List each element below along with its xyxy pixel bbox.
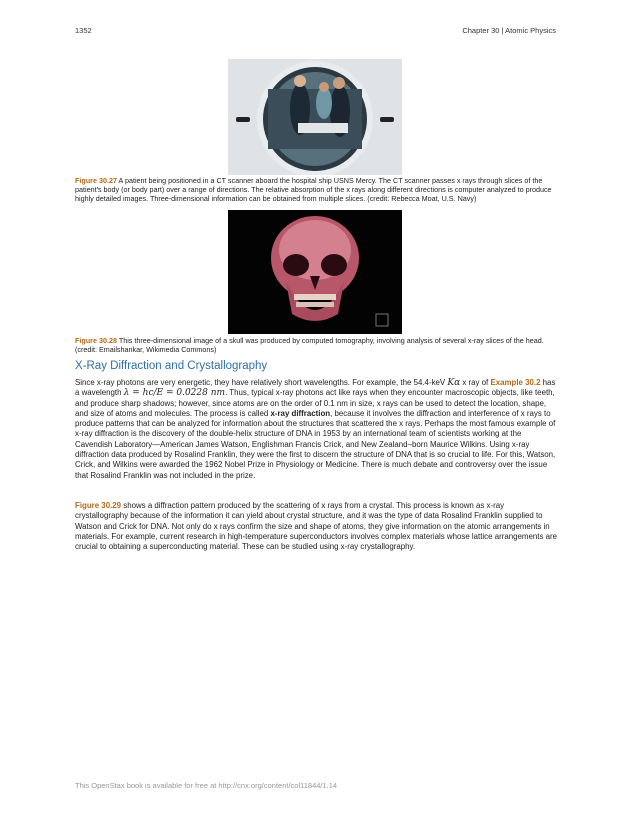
page-number: 1352 [75,26,92,35]
figure-label: Figure 30.27 [75,176,117,185]
text-run: shows a diffraction pattern produced by the scattering of x rays from a crystal. This process is known as x-ray crystallography because of the information it can yield about crystal structure, and it was the type of data Rosalind Franklin supplied to Watson and Crick for DNA. Not only do x rays confirm the size and shape of atoms, they give information on the atomic arrangements in materials. For example, current research in high-temperature superconductors involves complex materials whose lattice arrangements are crucial to obtaining a superconducting material. These can be studied using x-ray crystallography. [75,501,557,552]
figure-caption-28 [75,336,555,354]
figure-link[interactable]: Figure 30.29 [75,501,122,510]
figure-label: Figure 30.28 [75,336,117,345]
skull-ct-image [228,210,402,334]
section-heading: X-Ray Diffraction and Crystallography [75,360,268,372]
text-run: Since x-ray photons are very energetic, they have relatively short wavelengths. For example, the 54.4-keV [75,378,448,387]
paragraph [75,501,557,552]
key-term: x-ray diffraction [270,408,331,418]
text-run: . Thus, typical x-ray photons act like rays when they encounter macroscopic objects, like teeth, and produce sharp shadows; however, since atoms are on the order of 0.1 nm in size, x rays can be used to detect the location, shape, and size of atoms and molecules. The process is called [75,388,555,418]
footer: This OpenStax book is available for free at http://cnx.org/content/col11844/1.14 [75,781,338,790]
caption-text: This three-dimensional image of a skull was produced by computed tomography, involving analysis of several x-ray slices of the head. (credit: Emailshankar, Wikimedia Commons) [75,336,544,354]
text-run: has a wavelength [75,378,556,398]
math-wavelength: λ = hc/E = 0.0228 nm [123,388,226,399]
paragraph [75,378,557,481]
chapter-header: Chapter 30 | Atomic Physics [462,26,556,35]
math-k-alpha: Kα [447,378,461,388]
ct-scanner-photo [228,59,402,175]
example-link[interactable]: Example 30.2 [490,378,541,387]
text-run: , because it involves the diffraction and interference of x rays to produce patterns that can be analyzed for information about the structures that scattered the x rays. Perhaps the most famous example of x-ray diffraction is the discovery of the double-helix structure of DNA in 1953 by an international team of scientists working at the Cavendish Laboratory—American James Watson, Englishman Francis Crick, and New Zealand–born Maurice Wilkins. Using x-ray diffraction data produced by Rosalind Franklin, they were the first to discern the structure of DNA that is so crucial to life. For this, Watson, Crick, and Wilkins were awarded the 1962 Nobel Prize in Physiology or Medicine. There is much debate and controversy over the issue that Rosalind Franklin was not included in the prize. [75,408,556,480]
text-run: x ray of [460,378,491,387]
caption-text: A patient being positioned in a CT scanner aboard the hospital ship USNS Mercy. The CT scanner passes x rays through slices of the patient's body (or body part) over a range of directions. The relative absorption of the x rays along different directions is computer analyzed to produce highly detailed images. Three-dimensional information can be obtained from multiple slices. (credit: Rebecca Moat, U.S. Navy) [75,176,552,203]
figure-caption-27 [75,176,555,203]
